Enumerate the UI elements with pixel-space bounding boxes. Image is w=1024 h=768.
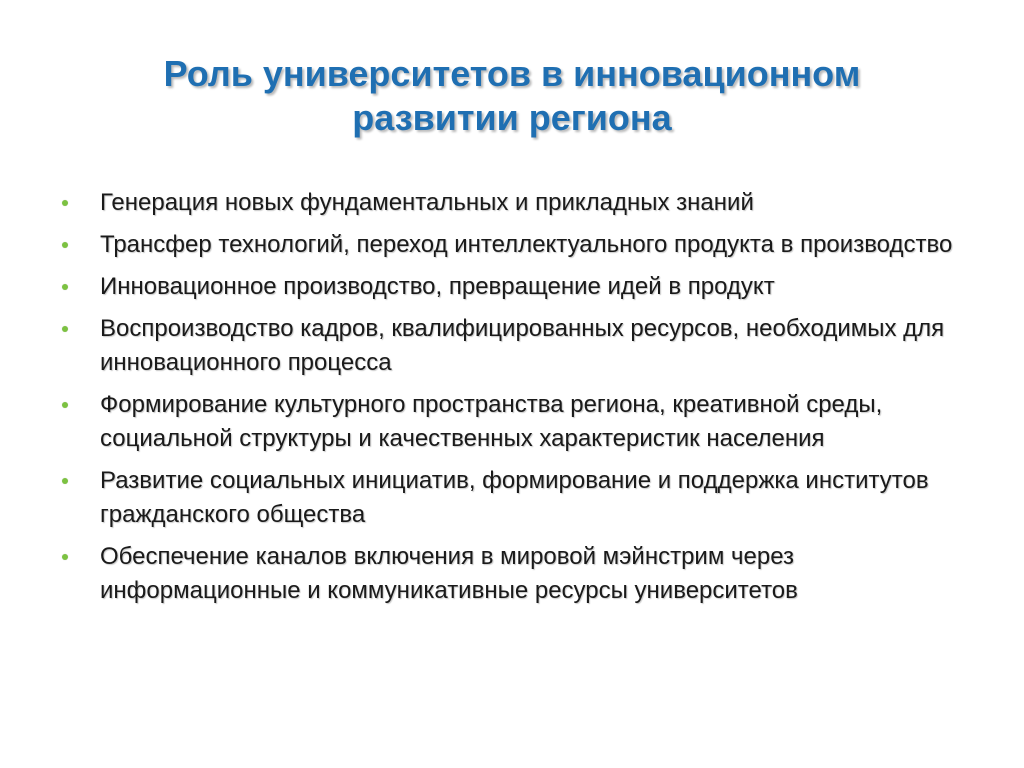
bullet-item bbox=[56, 270, 956, 304]
bullet-dot-icon bbox=[62, 402, 68, 408]
bullet-item bbox=[56, 388, 956, 456]
bullet-text: Генерация новых фундаментальных и прикладных знаний bbox=[100, 189, 754, 216]
bullet-item bbox=[56, 464, 956, 532]
title-line-2: развитии региона bbox=[352, 97, 672, 138]
bullet-text: Воспроизводство кадров, квалифицированных ресурсов, необходимых для инновационного процесса bbox=[100, 315, 945, 376]
bullet-text: Инновационное производство, превращение идей в продукт bbox=[100, 273, 775, 300]
bullet-text: Развитие социальных инициатив, формирование и поддержка институтов гражданского общества bbox=[100, 467, 929, 528]
bullet-text: Обеспечение каналов включения в мировой мэйнстрим через информационные и коммуникативные ресурсы университетов bbox=[100, 543, 798, 604]
bullet-dot-icon bbox=[62, 326, 68, 332]
bullet-list bbox=[56, 186, 956, 616]
bullet-item bbox=[56, 312, 956, 380]
bullet-item bbox=[56, 186, 956, 220]
bullet-text: Трансфер технологий, переход интеллектуального продукта в производство bbox=[100, 231, 953, 258]
bullet-dot-icon bbox=[62, 554, 68, 560]
bullet-dot-icon bbox=[62, 242, 68, 248]
bullet-item bbox=[56, 540, 956, 608]
bullet-text: Формирование культурного пространства региона, креативной среды, социальной структуры и качественных характеристик населения bbox=[100, 391, 883, 452]
bullet-dot-icon bbox=[62, 284, 68, 290]
bullet-dot-icon bbox=[62, 478, 68, 484]
bullet-dot-icon bbox=[62, 200, 68, 206]
title-line-1: Роль университетов в инновационном bbox=[163, 53, 861, 94]
slide-title bbox=[60, 52, 964, 140]
bullet-item bbox=[56, 228, 956, 262]
